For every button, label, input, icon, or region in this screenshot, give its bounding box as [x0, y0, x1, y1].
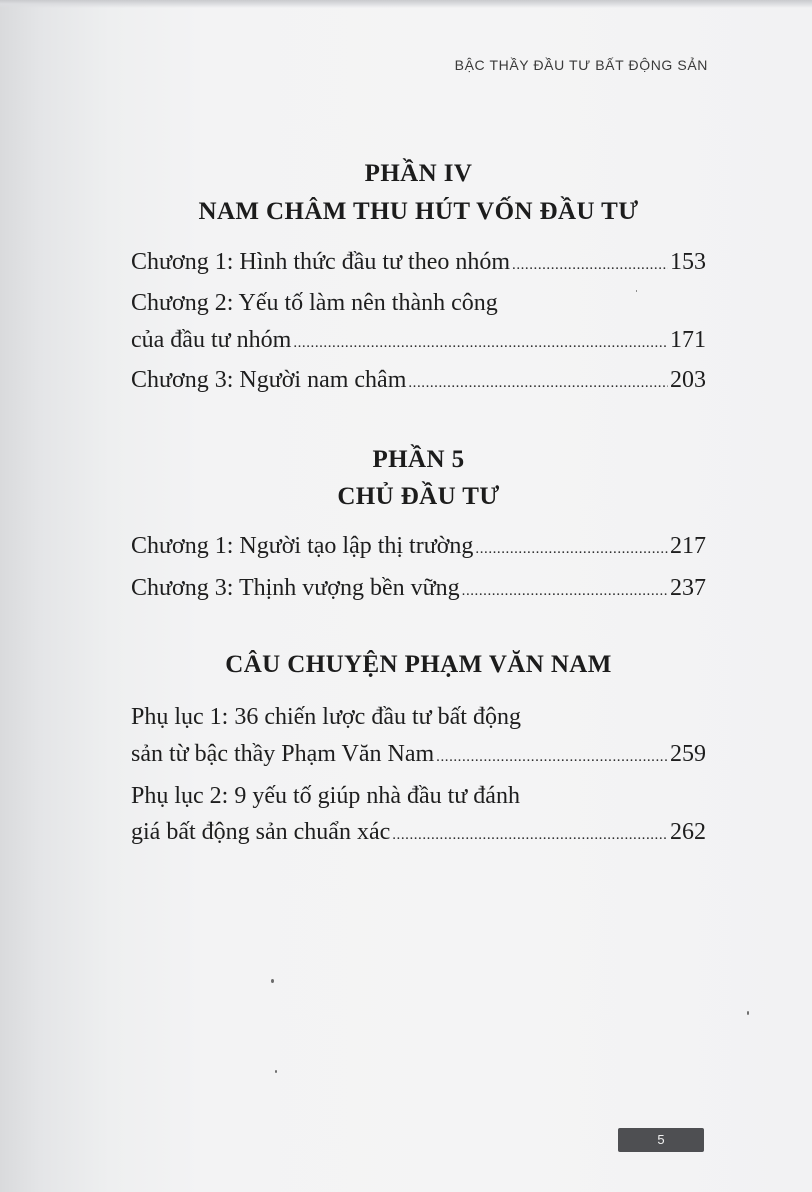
part4-title: NAM CHÂM THU HÚT VỐN ĐẦU TƯ — [198, 198, 639, 225]
toc-entry-appendix2-line1[interactable]: Phụ lục 2: 9 yếu tố giúp nhà đầu tư đánh — [131, 783, 520, 809]
dot-leader — [475, 541, 668, 558]
toc-entry-title: Chương 3: Thịnh vượng bền vững — [131, 575, 460, 601]
toc-entry-title: của đầu tư nhóm — [131, 327, 292, 353]
toc-entry-page: 262 — [670, 819, 706, 845]
toc-entry-page: 217 — [670, 533, 706, 559]
toc-entry-part4-ch2-line1[interactable]: Chương 2: Yếu tố làm nên thành công — [131, 290, 498, 316]
part5-title: CHỦ ĐẦU TƯ — [337, 483, 500, 510]
scan-speck — [271, 979, 274, 983]
toc-entry-title: Chương 1: Hình thức đầu tư theo nhóm — [131, 249, 511, 275]
toc-entry-part5-ch1[interactable] — [131, 533, 706, 569]
part5-label: PHẦN 5 — [372, 446, 465, 473]
dot-leader — [392, 827, 668, 844]
page-number-tab — [618, 1128, 704, 1152]
dot-leader — [462, 583, 668, 600]
running-header: BẬC THẦY ĐẦU TƯ BẤT ĐỘNG SẢN — [454, 57, 708, 73]
toc-entry-part4-ch2[interactable] — [131, 327, 706, 363]
toc-entry-page: 259 — [670, 741, 706, 767]
toc-entry-page: 237 — [670, 575, 706, 601]
toc-entry-title: giá bất động sản chuẩn xác — [131, 819, 391, 845]
toc-entry-appendix1[interactable] — [131, 741, 706, 777]
toc-entry-part5-ch3[interactable] — [131, 575, 706, 611]
toc-entry-title: sản từ bậc thầy Phạm Văn Nam — [131, 741, 435, 767]
part4-label: PHẦN IV — [364, 160, 473, 187]
dot-leader — [408, 375, 668, 392]
toc-entry-part4-ch1[interactable] — [131, 249, 706, 285]
toc-entry-title: Chương 1: Người tạo lập thị trường — [131, 533, 474, 559]
toc-entry-page: 153 — [670, 249, 706, 275]
scan-speck — [747, 1011, 749, 1015]
dot-leader — [512, 257, 668, 274]
toc-entry-appendix2[interactable] — [131, 819, 706, 855]
dot-leader — [436, 749, 668, 766]
toc-entry-page: 203 — [670, 367, 706, 393]
page-top-edge — [0, 0, 812, 8]
scan-speck — [275, 1070, 277, 1073]
toc-entry-appendix1-line1[interactable]: Phụ lục 1: 36 chiến lược đầu tư bất động — [131, 704, 521, 730]
scan-speck — [636, 290, 637, 292]
toc-entry-part4-ch3[interactable] — [131, 367, 706, 403]
story-title: CÂU CHUYỆN PHẠM VĂN NAM — [225, 651, 612, 678]
page-number: 5 — [657, 1132, 665, 1147]
toc-entry-page: 171 — [670, 327, 706, 353]
toc-entry-title: Chương 3: Người nam châm — [131, 367, 407, 393]
dot-leader — [293, 335, 668, 352]
